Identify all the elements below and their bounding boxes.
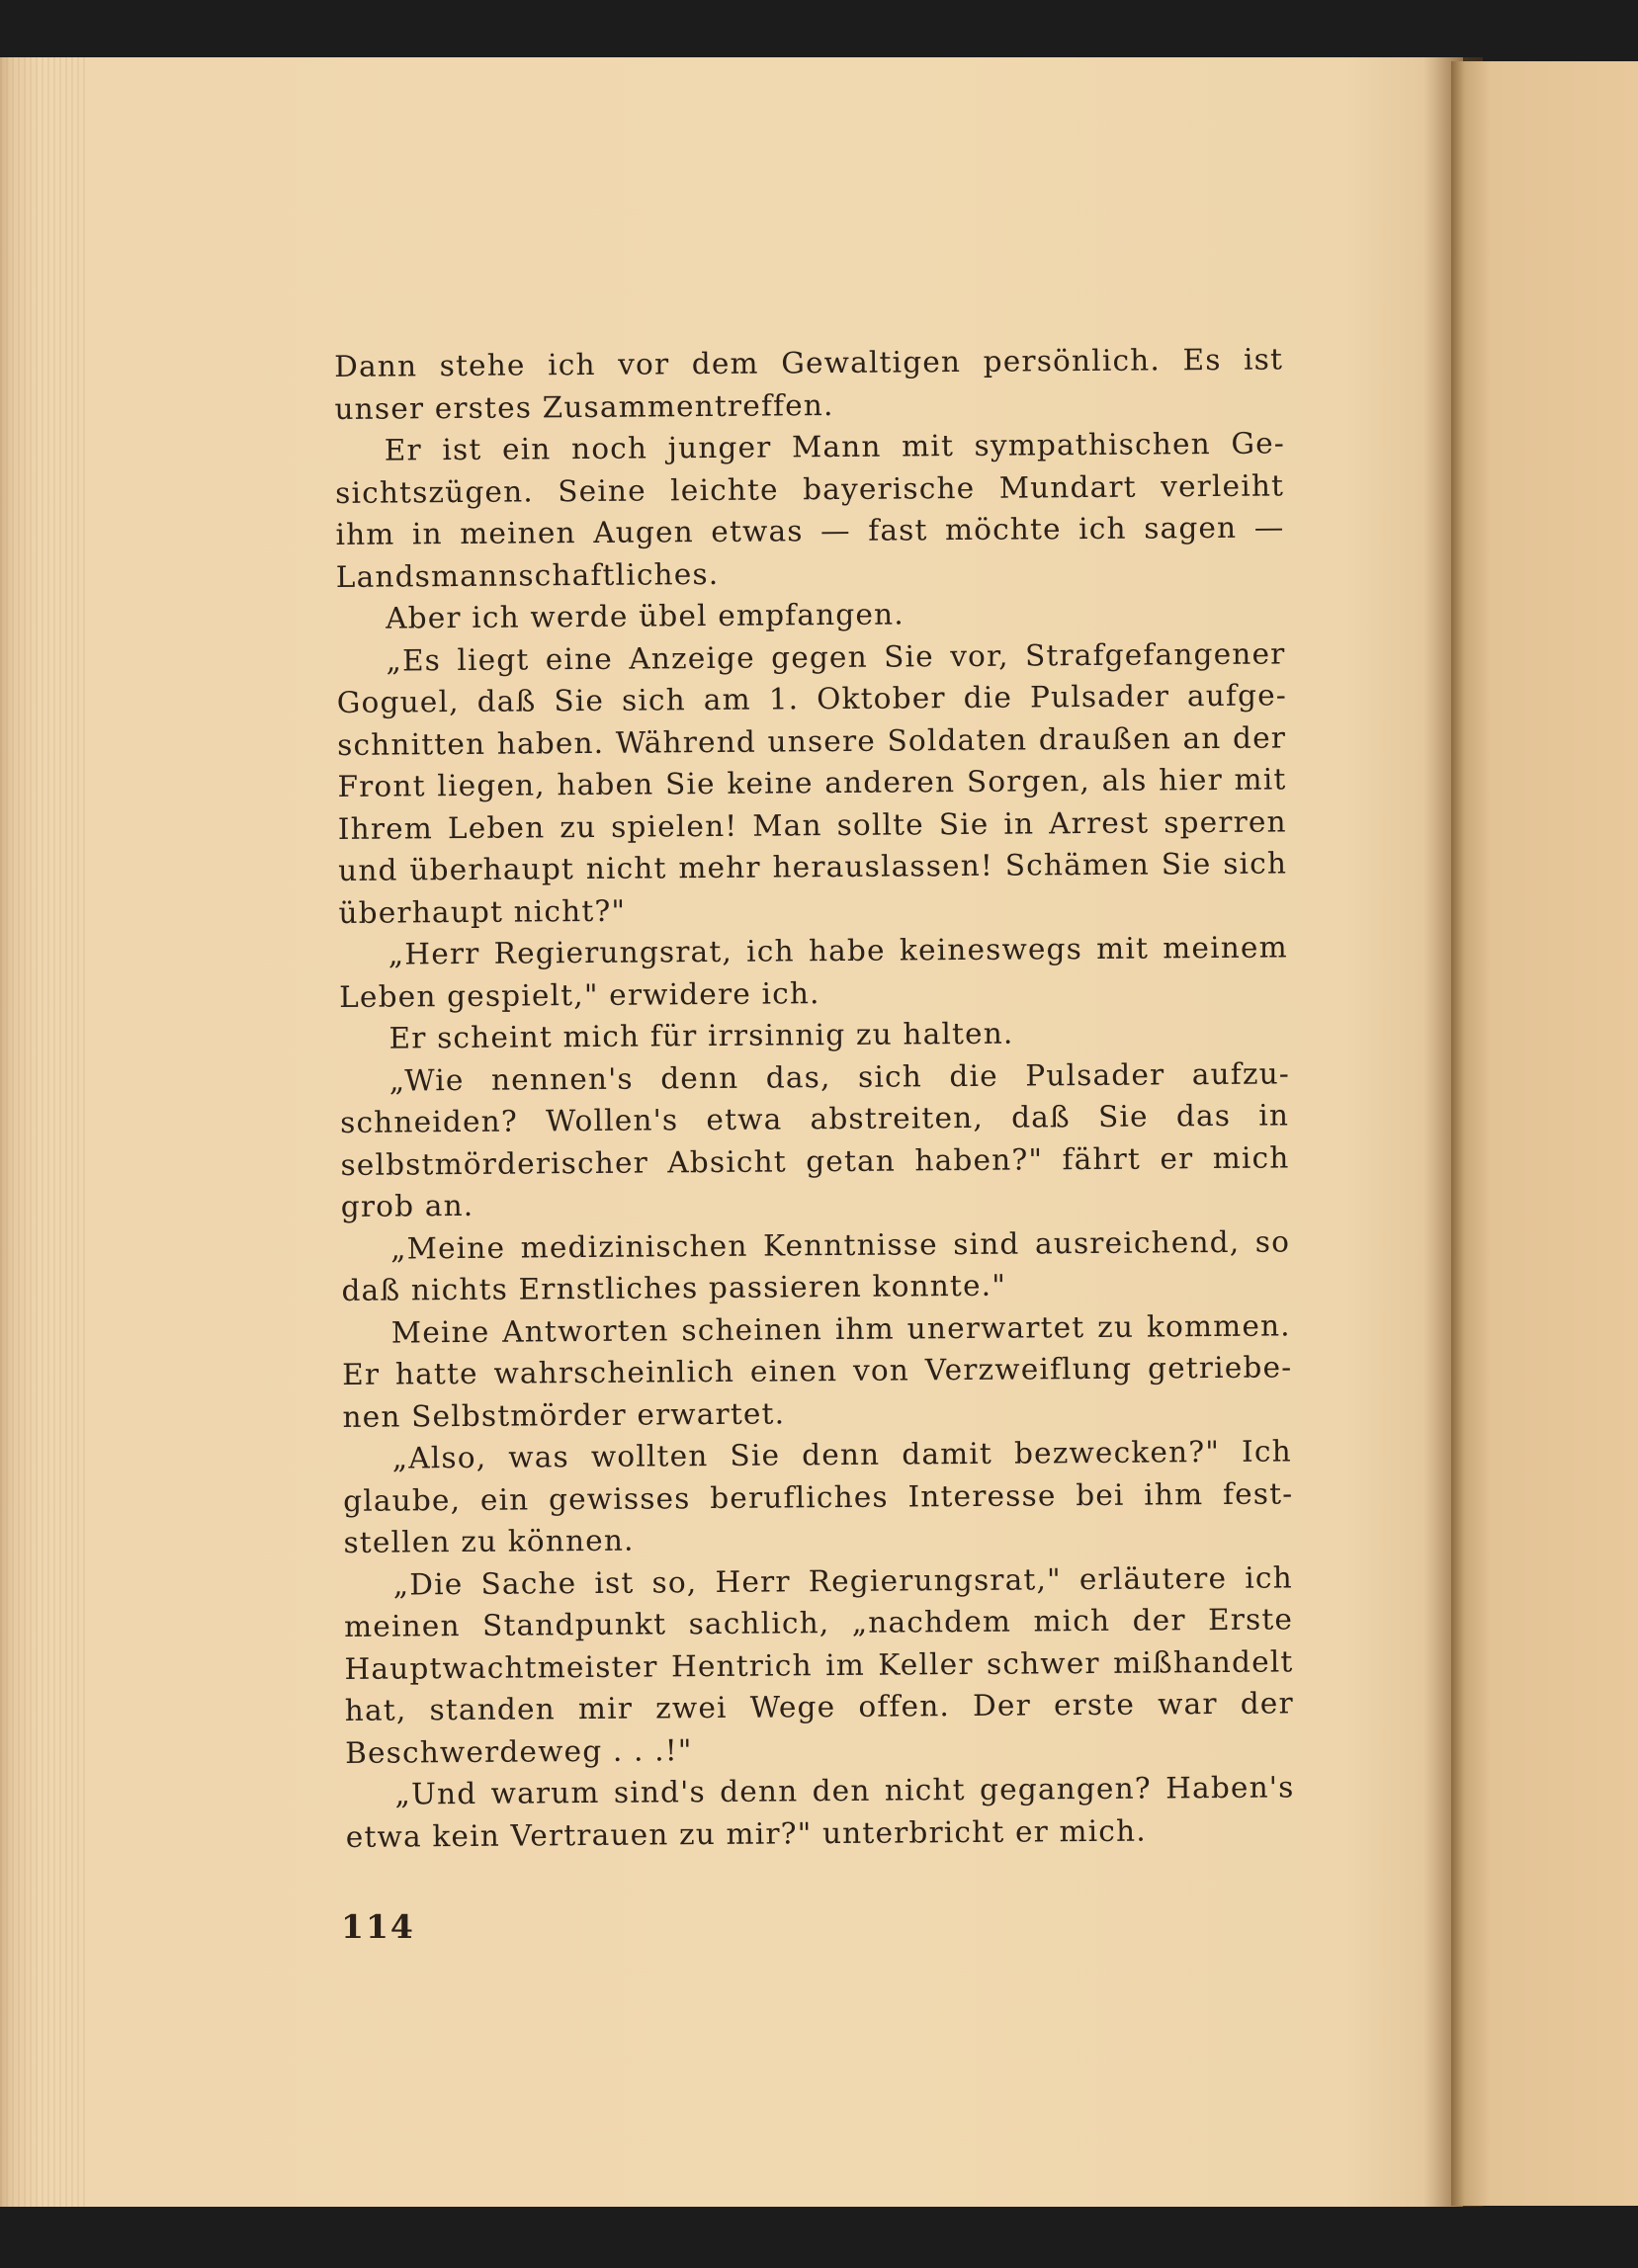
page-number: 114	[341, 1907, 415, 1946]
paragraph: „Es liegt eine Anzeige gegen Sie vor, Strafgefangener Goguel, daß Sie sich am 1. Oktober die Pulsader aufgeschnitten haben. Während unsere Soldaten draußen an der Front liegen, haben Sie keine anderen Sorgen, als hier mit Ihrem Leben zu spielen! Man sollte Sie in Arrest sperren und überhaupt nicht mehr herauslassen! Schämen Sie sich überhaupt nicht?"	[336, 635, 1288, 930]
paragraph: „Meine medizinischen Kenntnisse sind ausreichend, so daß nichts Ernstliches passieren konnte."	[341, 1223, 1291, 1307]
paragraph: Meine Antworten scheinen ihm unerwartet zu kommen. Er hatte wahrscheinlich einen von Verzweiflung getriebenen Selbstmörder erwartet.	[342, 1307, 1292, 1434]
page-text	[334, 338, 1295, 1857]
book-page	[0, 57, 1463, 2207]
paragraph: „Herr Regierungsrat, ich habe keineswegs mit meinem Leben gespielt," erwidere ich.	[339, 930, 1288, 1014]
paragraph: Er ist ein noch junger Mann mit sympathischen Gesichtszügen. Seine leichte bayerische Mundart verleiht ihm in meinen Augen etwas — fast möchte ich sagen — Landsmannschaftliches.	[335, 426, 1285, 594]
paragraph: „Die Sache ist so, Herr Regierungsrat," erläutere ich meinen Standpunkt sachlich, „nachdem mich der Erste Hauptwachtmeister Hentrich im Keller schwer mißhandelt hat, standen mir zwei Wege offen. Der erste war der Beschwerdeweg . . .!"	[344, 1559, 1294, 1770]
paragraph: „Und warum sind's denn den nicht gegangen? Haben's etwa kein Vertrauen zu mir?" unterbricht er mich.	[345, 1770, 1295, 1854]
paragraph: Er scheint mich für irrsinnig zu halten.	[388, 1016, 1014, 1055]
paragraph: „Wie nennen's denn das, sich die Pulsader aufzuschneiden? Wollen's etwa abstreiten, daß Sie das in selbstmörderischer Absicht getan haben?" fährt er mich grob an.	[340, 1055, 1290, 1223]
facing-page-edge	[1451, 61, 1638, 2206]
paragraph: Aber ich werde übel empfangen.	[386, 597, 905, 635]
paragraph: Dann stehe ich vor dem Gewaltigen persönlich. Es ist unser erstes Zusammentreffen.	[334, 342, 1284, 426]
paragraph: „Also, was wollten Sie denn damit bezwecken?" Ich glaube, ein gewisses berufliches Interesse bei ihm feststellen zu können.	[343, 1434, 1293, 1559]
